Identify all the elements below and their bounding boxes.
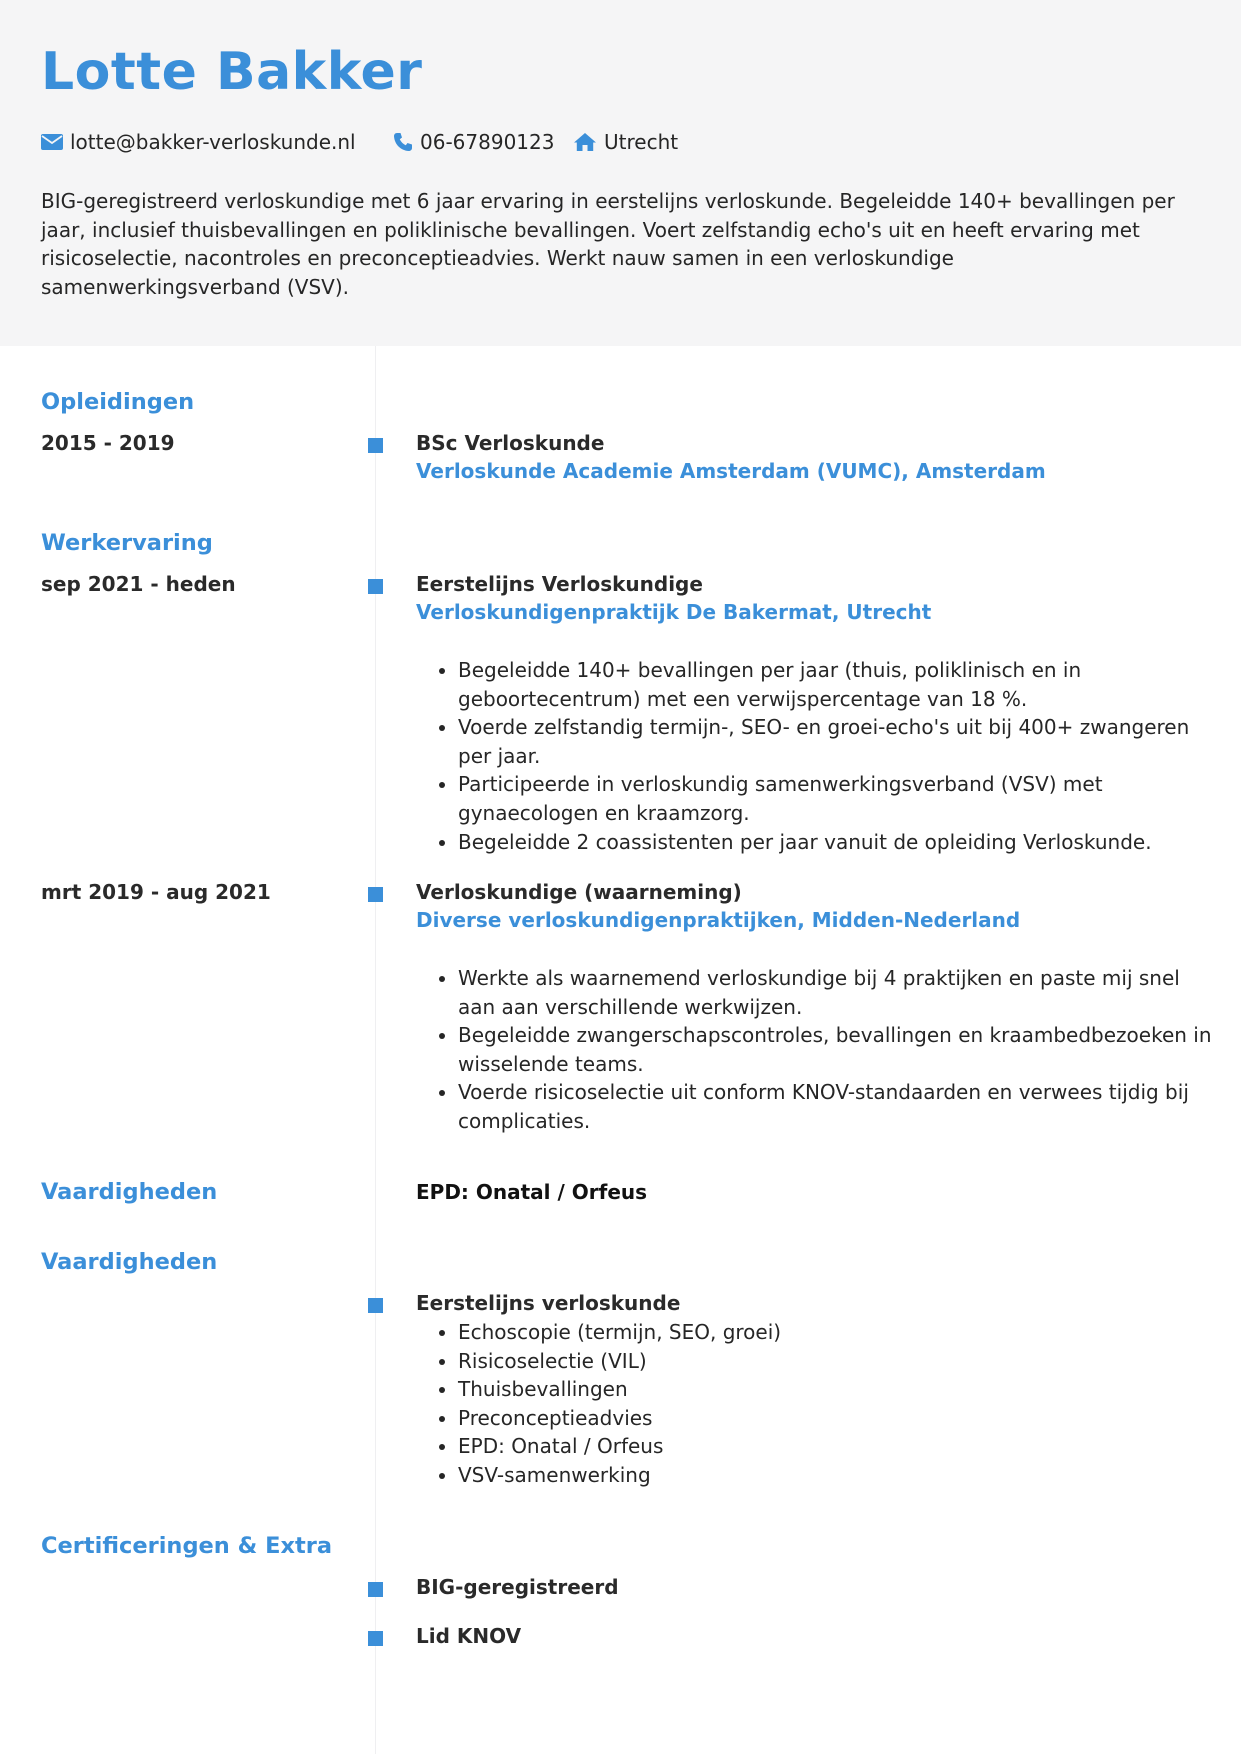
bullet-item: • Voerde zelfstandig termijn-, SEO- en groei-echo's uit bij 400+ zwangeren per jaar. <box>458 713 1218 770</box>
experience-date: mrt 2019 - aug 2021 <box>41 880 271 904</box>
candidate-name: Lotte Bakker <box>41 42 423 102</box>
bullet-item: • Begeleidde zwangerschapscontroles, bevallingen en kraambedbezoeken in wisselende teams. <box>458 1021 1218 1078</box>
skill-tools: EPD: Onatal / Orfeus <box>416 1180 648 1204</box>
contact-phone <box>393 130 554 154</box>
timeline-marker <box>368 1631 383 1646</box>
skill-item: • EPD: Onatal / Orfeus <box>458 1432 958 1461</box>
timeline-marker <box>368 579 383 594</box>
location-text: Utrecht <box>604 130 679 154</box>
experience-bullets <box>416 656 1218 856</box>
experience-role: Eerstelijns Verloskundige <box>416 572 703 596</box>
education-institution: Verloskunde Academie Amsterdam (VUMC), Amsterdam <box>416 459 1046 483</box>
bullet-item: • Voerde risicoselectie uit conform KNOV-standaarden en verwees tijdig bij complicaties. <box>458 1078 1218 1135</box>
timeline-marker <box>368 1582 383 1597</box>
experience-date: sep 2021 - heden <box>41 572 236 596</box>
education-date: 2015 - 2019 <box>41 431 175 455</box>
resume-header <box>0 0 1241 346</box>
skill-item: • Risicoselectie (VIL) <box>458 1347 958 1376</box>
skill-item: • Preconceptieadvies <box>458 1404 958 1433</box>
education-degree: BSc Verloskunde <box>416 431 605 455</box>
experience-role: Verloskundige (waarneming) <box>416 880 742 904</box>
section-title-skills: Vaardigheden <box>41 1179 218 1205</box>
timeline-marker <box>368 1298 383 1313</box>
section-title-skills: Vaardigheden <box>41 1249 218 1275</box>
contact-location <box>573 130 678 154</box>
skill-item: • Echoscopie (termijn, SEO, groei) <box>458 1318 958 1347</box>
experience-org: Diverse verloskundigenpraktijken, Midden-Nederland <box>416 908 1021 932</box>
timeline-marker <box>368 438 383 453</box>
bullet-item: • Begeleidde 140+ bevallingen per jaar (thuis, poliklinisch en in geboortecentrum) met een verwijspercentage van 18 %. <box>458 656 1218 713</box>
timeline-marker <box>368 887 383 902</box>
skill-item: • Thuisbevallingen <box>458 1375 958 1404</box>
bullet-item: • Participeerde in verloskundig samenwerkingsverband (VSV) met gynaecologen en kraamzorg. <box>458 770 1218 827</box>
email-text: lotte@bakker-verloskunde.nl <box>70 130 356 154</box>
section-title-experience: Werkervaring <box>41 530 213 556</box>
certification-item: Lid KNOV <box>416 1624 522 1648</box>
contact-email <box>41 130 356 154</box>
section-title-education: Opleidingen <box>41 389 195 415</box>
skill-item: • VSV-samenwerking <box>458 1461 958 1490</box>
experience-bullets <box>416 964 1218 1136</box>
envelope-icon <box>41 134 63 150</box>
phone-icon <box>393 132 413 152</box>
timeline-divider <box>375 346 376 1754</box>
home-icon <box>573 132 597 152</box>
section-title-certifications: Certificeringen & Extra <box>41 1533 333 1559</box>
bullet-item: • Werkte als waarnemend verloskundige bij 4 praktijken en paste mij snel aan aan verschillende werkwijzen. <box>458 964 1218 1021</box>
phone-text: 06-67890123 <box>420 130 555 154</box>
bullet-item: • Begeleidde 2 coassistenten per jaar vanuit de opleiding Verloskunde. <box>458 828 1218 857</box>
skill-group-title: Eerstelijns verloskunde <box>416 1291 681 1315</box>
profile-summary: BIG-geregistreerd verloskundige met 6 jaar ervaring in eerstelijns verloskunde. Begeleidde 140+ bevallingen per jaar, inclusief thuisbevallingen en poliklinische bevallingen. Voert zelfstandig echo's uit en heeft ervaring met risicoselectie, nacontroles en preconceptieadvies. Werkt nauw samen in een verloskundige samenwerkingsverband (VSV). <box>41 189 1175 299</box>
experience-org: Verloskundigenpraktijk De Bakermat, Utrecht <box>416 600 932 624</box>
certification-item: BIG-geregistreerd <box>416 1575 619 1599</box>
skills-list <box>416 1318 958 1490</box>
